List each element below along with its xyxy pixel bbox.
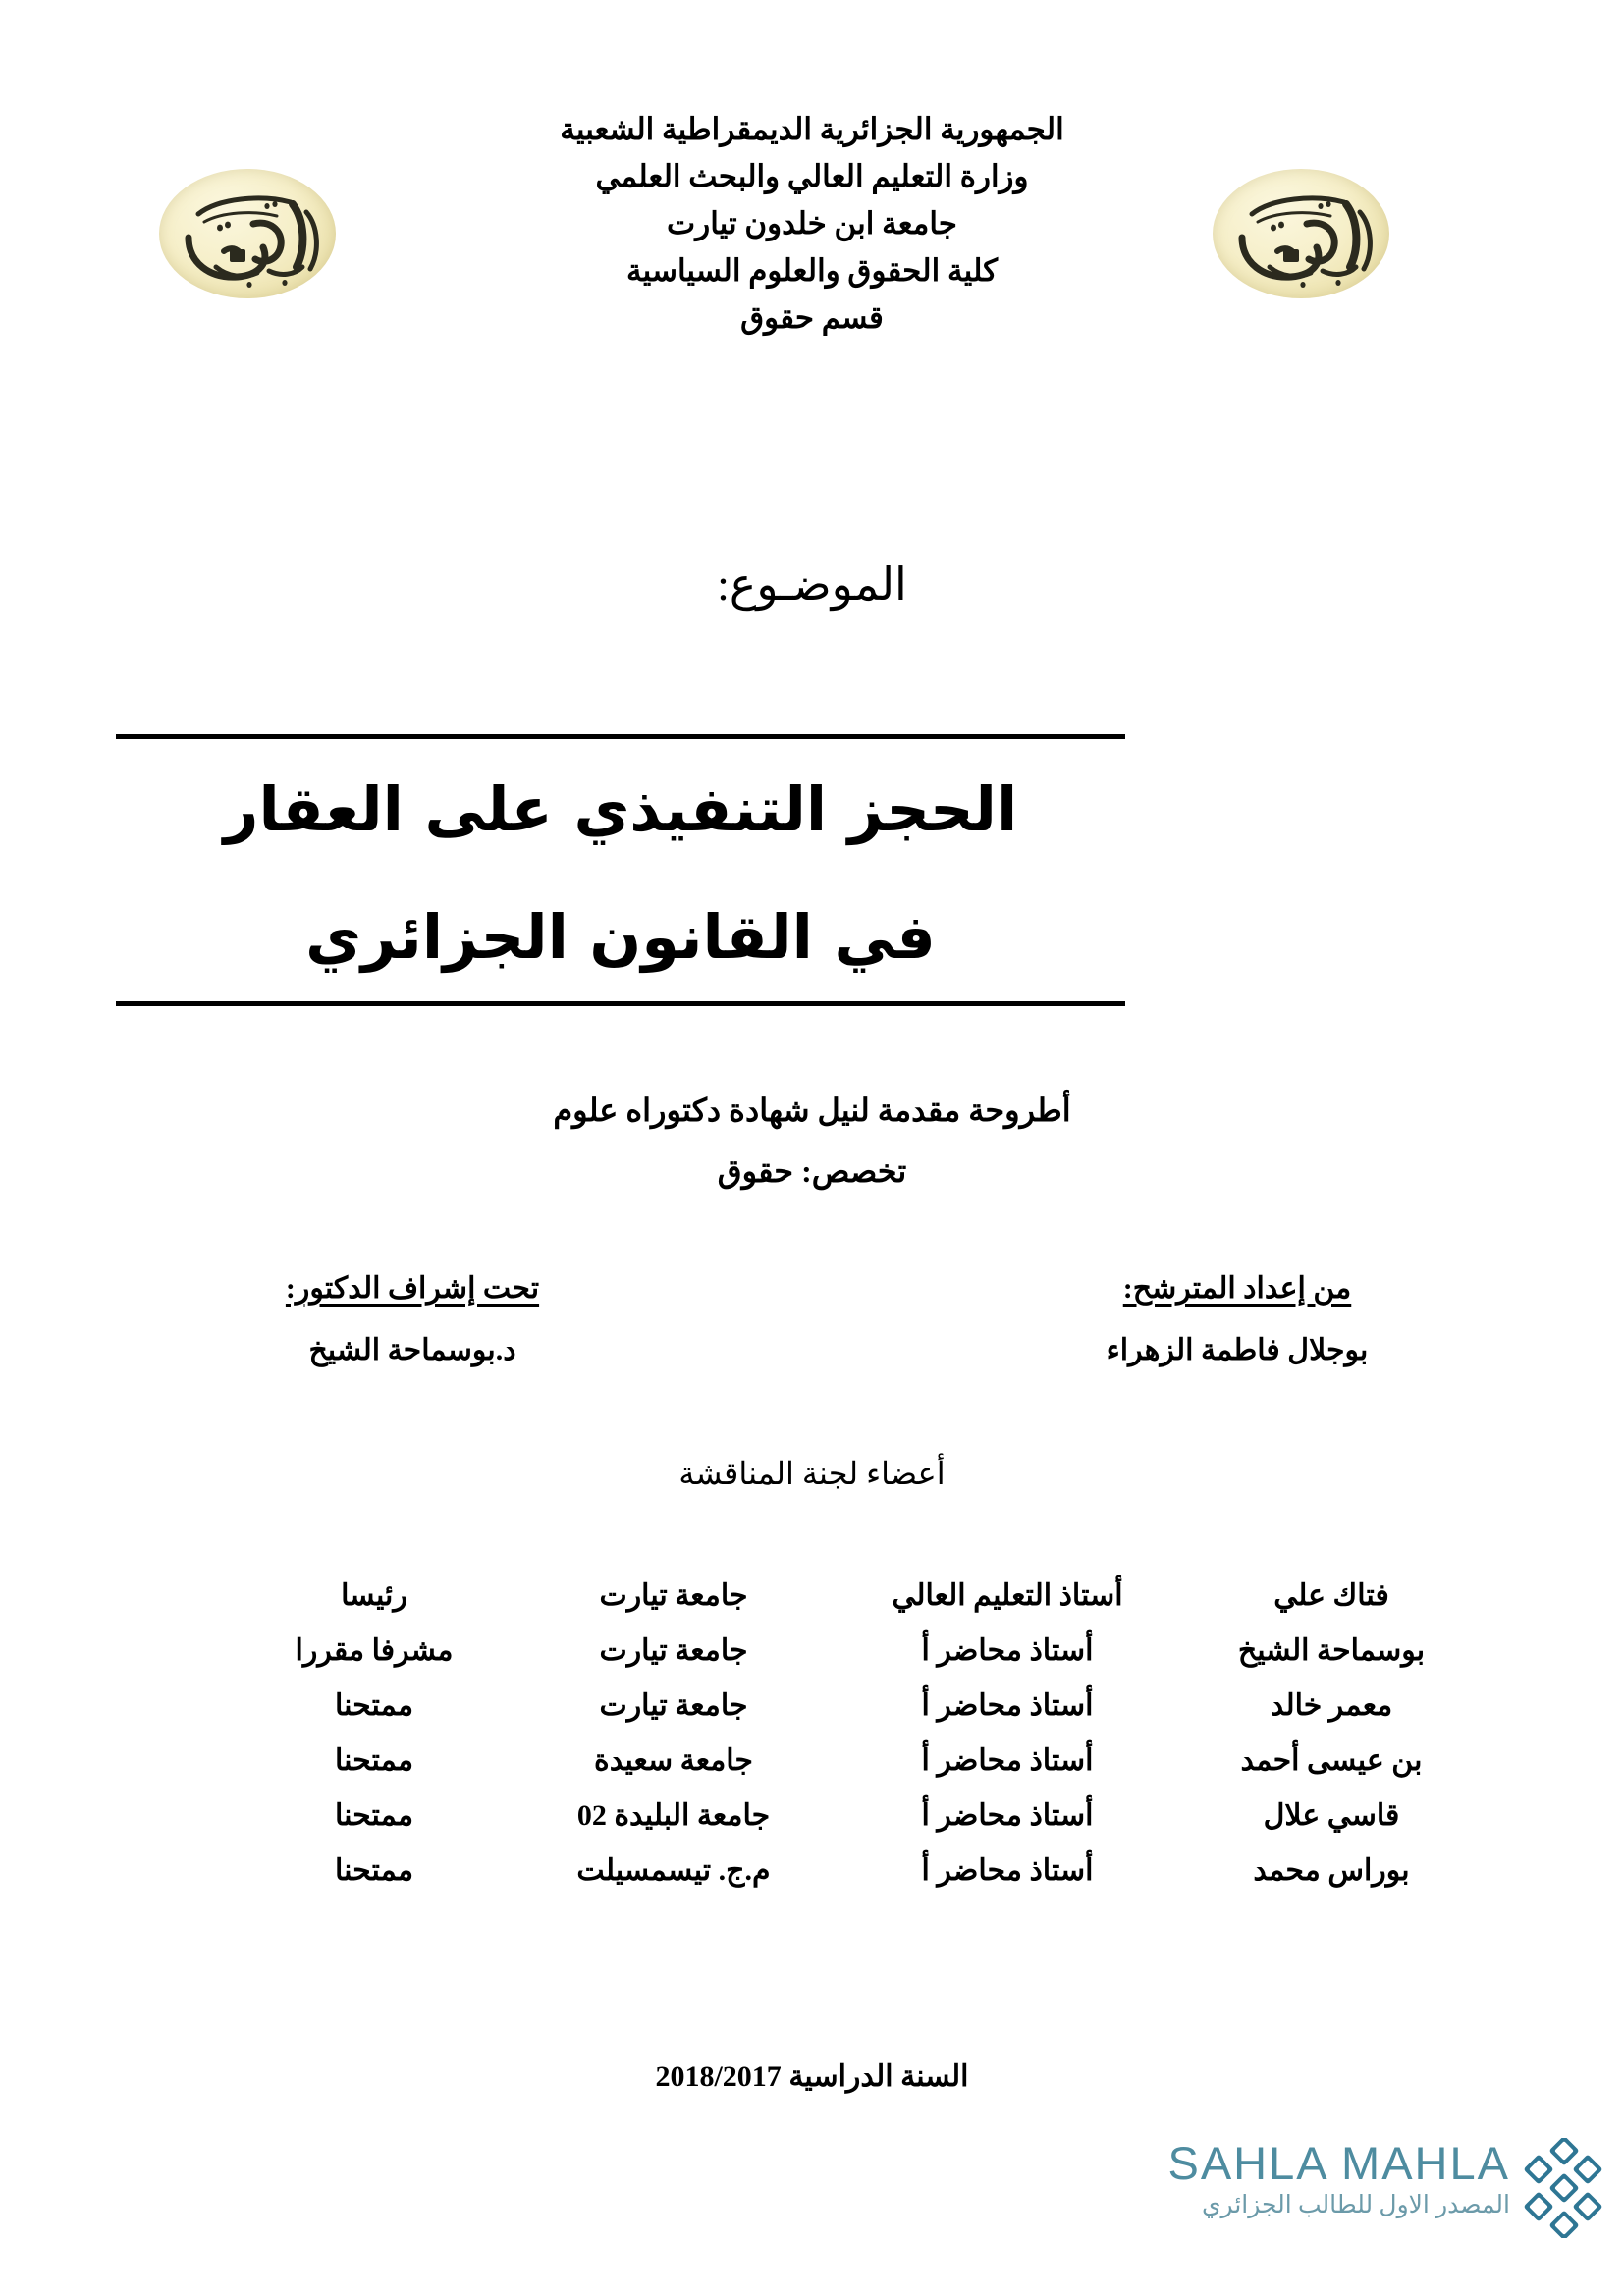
candidate-block xyxy=(982,1271,1492,1367)
jury-member-role: ممتحنا xyxy=(334,1854,414,1887)
jury-member-role: ممتحنا xyxy=(334,1744,414,1777)
table-row xyxy=(232,1569,1479,1624)
jury-member-name: قاسي علال xyxy=(1263,1799,1400,1832)
header-line-university: جامعة ابن خلدون تيارت xyxy=(667,206,957,240)
table-row xyxy=(232,1679,1479,1734)
supervisor-heading: تحت إشراف الدكتور: xyxy=(285,1272,540,1305)
title-rule-top xyxy=(116,734,1125,739)
jury-member-rank: أستاذ محاضر أ xyxy=(921,1744,1094,1777)
supervisor-name: د.بوسماحة الشيخ xyxy=(308,1334,516,1366)
jury-member-rank: أستاذ محاضر أ xyxy=(921,1689,1094,1722)
candidate-heading: من إعداد المترشح: xyxy=(1122,1272,1352,1305)
jury-member-rank: أستاذ محاضر أ xyxy=(921,1799,1094,1832)
table-row xyxy=(232,1734,1479,1789)
header-line-ministry: وزارة التعليم العالي والبحث العلمي xyxy=(595,159,1029,193)
thesis-title xyxy=(116,746,1125,1001)
authorship-row xyxy=(0,1271,1624,1399)
jury-member-name: بن عيسى أحمد xyxy=(1240,1744,1423,1777)
academic-year: السنة الدراسية 2018/2017 xyxy=(655,2060,969,2093)
watermark-text xyxy=(1137,2138,1510,2222)
jury-member-university: جامعة البليدة 02 xyxy=(576,1799,771,1832)
degree-line-specialty: تخصص: حقوق xyxy=(717,1153,907,1189)
table-row xyxy=(232,1624,1479,1679)
jury-member-university: جامعة سعيدة xyxy=(594,1744,753,1777)
header-line-country: الجمهورية الجزائرية الديمقراطية الشعبية xyxy=(560,112,1064,146)
jury-member-university: جامعة تيارت xyxy=(599,1579,748,1612)
sahla-mahla-logo-icon xyxy=(1516,2138,1606,2238)
jury-member-rank: أستاذ التعليم العالي xyxy=(892,1579,1123,1612)
header-line-department: قسم حقوق xyxy=(740,300,884,335)
jury-member-name: بوراس محمد xyxy=(1253,1854,1410,1887)
jury-member-role: مشرفا مقررا xyxy=(295,1634,454,1667)
degree-statement xyxy=(0,1080,1624,1201)
jury-table xyxy=(232,1569,1479,1898)
institution-header xyxy=(0,106,1624,342)
title-rule-bottom xyxy=(116,1001,1125,1006)
watermark-brand: SAHLA MAHLA xyxy=(1167,2137,1510,2189)
thesis-title-line-1: الحجز التنفيذي على العقار xyxy=(223,774,1018,845)
jury-member-university: جامعة تيارت xyxy=(599,1689,748,1722)
jury-member-name: معمر خالد xyxy=(1270,1689,1393,1722)
header-line-faculty: كلية الحقوق والعلوم السياسية xyxy=(626,253,998,288)
jury-table-body xyxy=(232,1569,1479,1898)
jury-member-university: م.ج. تيسمسيلت xyxy=(576,1854,771,1887)
thesis-title-line-2: في القانون الجزائري xyxy=(305,901,936,973)
jury-member-role: ممتحنا xyxy=(334,1799,414,1832)
table-row xyxy=(232,1843,1479,1898)
supervisor-block xyxy=(157,1271,668,1367)
watermark-tagline: المصدر الاول للطالب الجزائري xyxy=(1201,2192,1510,2218)
jury-member-role: رئيسا xyxy=(341,1579,407,1612)
jury-member-rank: أستاذ محاضر أ xyxy=(921,1854,1094,1887)
subject-label: الموضـوع: xyxy=(717,560,907,610)
jury-member-name: فتاك علي xyxy=(1273,1579,1389,1612)
jury-heading: أعضاء لجنة المناقشة xyxy=(678,1456,946,1491)
degree-line-main: أطروحة مقدمة لنيل شهادة دكتوراه علوم xyxy=(553,1093,1071,1128)
sahla-mahla-watermark xyxy=(1137,2138,1589,2256)
candidate-name: بوجلال فاطمة الزهراء xyxy=(1106,1334,1369,1366)
jury-member-role: ممتحنا xyxy=(334,1689,414,1722)
jury-member-name: بوسماحة الشيخ xyxy=(1237,1634,1426,1667)
table-row xyxy=(232,1789,1479,1843)
jury-member-rank: أستاذ محاضر أ xyxy=(921,1634,1094,1667)
jury-member-university: جامعة تيارت xyxy=(599,1634,748,1667)
